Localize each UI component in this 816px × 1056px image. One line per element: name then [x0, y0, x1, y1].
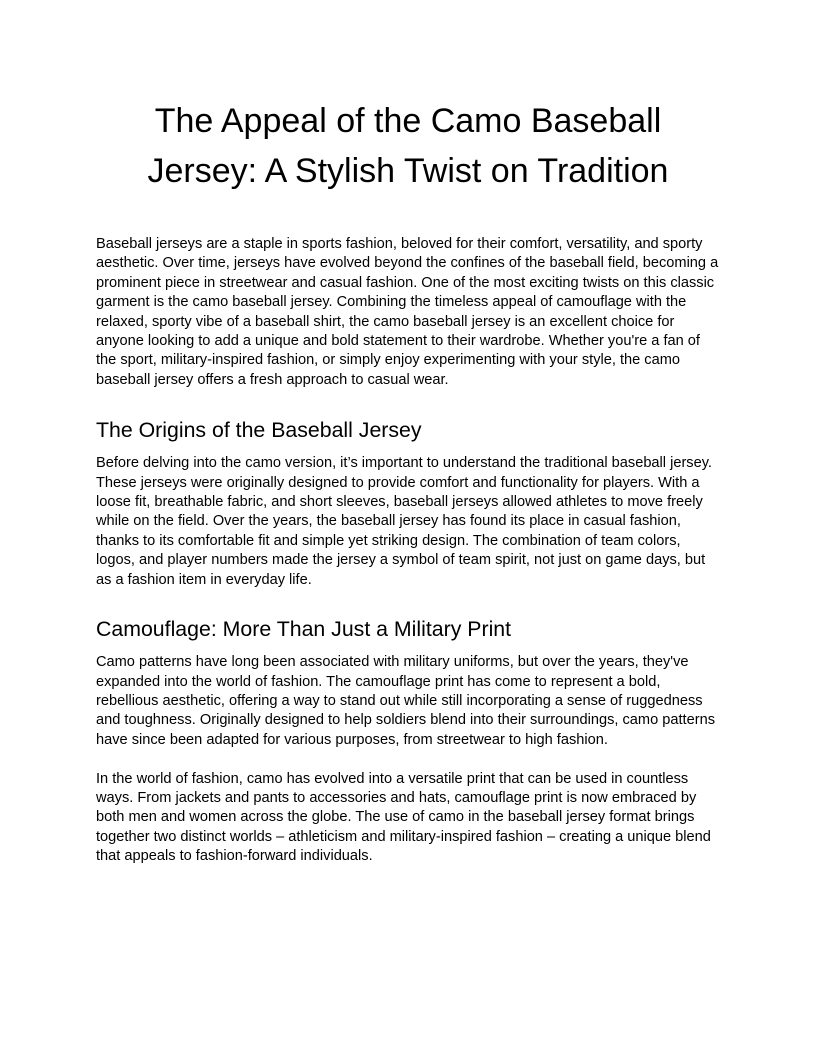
section-paragraph-camouflage-2: In the world of fashion, camo has evolved into a versatile print that can be used in countless ways. From jackets and pants to accessories and hats, camouflage print is now embraced by both men and women across the globe. The use of camo in the baseball jersey format brings together two distinct worlds – athleticism and military-inspired fashion – creating a unique blend that appeals to fashion-forward individuals.: [96, 770, 711, 865]
section-heading-camouflage: Camouflage: More Than Just a Military Print: [96, 617, 512, 642]
document-title: The Appeal of the Camo Baseball Jersey: A Stylish Twist on Tradition: [147, 102, 669, 190]
intro-paragraph: Baseball jerseys are a staple in sports fashion, beloved for their comfort, versatility, and sporty aesthetic. Over time, jerseys have evolved beyond the confines of the baseball field, becoming a prominent piece in streetwear and casual fashion. One of the most exciting twists on this classic garment is the camo baseball jersey. Combining the timeless appeal of camouflage with the relaxed, sporty vibe of a baseball shirt, the camo baseball jersey is an excellent choice for anyone looking to add a unique and bold statement to their wardrobe. Whether you're a fan of the sport, military-inspired fashion, or simply enjoy experimenting with your style, the camo baseball jersey offers a fresh approach to casual wear.: [96, 236, 719, 388]
section-heading-origins: The Origins of the Baseball Jersey: [96, 418, 422, 443]
section-paragraph-origins: Before delving into the camo version, it’s important to understand the traditional baseball jersey. These jerseys were originally designed to provide comfort and functionality for players. With a loose fit, breathable fabric, and short sleeves, baseball jerseys allowed athletes to move freely while on the field. Over the years, the baseball jersey has found its place in casual fashion, thanks to its comfortable fit and simple yet striking design. The combination of team colors, logos, and player numbers made the jersey a symbol of team spirit, not just on game days, but as a fashion item in everyday life.: [96, 455, 712, 588]
section-paragraph-camouflage-1: Camo patterns have long been associated with military uniforms, but over the years, they've expanded into the world of fashion. The camouflage print has come to represent a bold, rebellious aesthetic, offering a way to stand out while still incorporating a sense of ruggedness and toughness. Originally designed to help soldiers blend into their surroundings, camo patterns have since been adapted for various purposes, from streetwear to high fashion.: [96, 654, 715, 748]
document-page: [96, 96, 720, 867]
